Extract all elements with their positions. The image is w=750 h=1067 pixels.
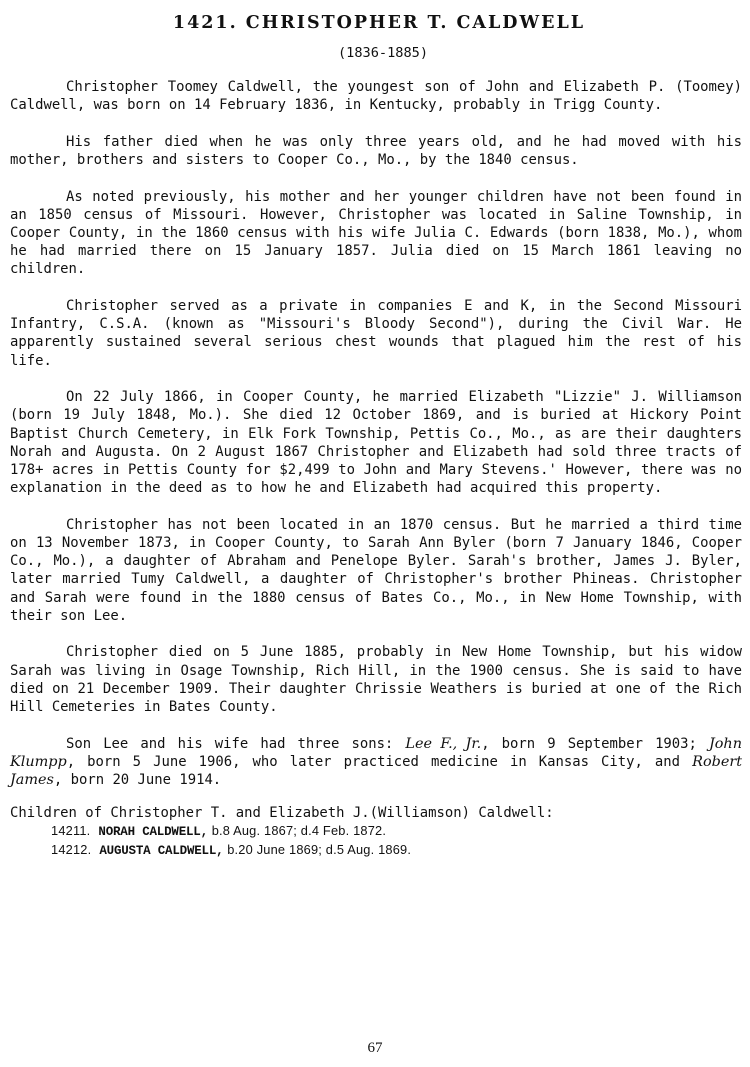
- paragraph-third-marriage: Christopher has not been located in an 1870 census. But he married a third time on 13 November 1873, in Cooper County, to Sarah Ann Byler (born 7 January 1846, Cooper Co., Mo.), a daughter of Abraham and Penelope Byler. Sarah's brother, James J. Byler, later married Tumy Caldwell, a daughter of Christopher's brother Phineas. Christopher and Sarah were found in the 1880 census of Bates Co., Mo., in New Home Township, with their son Lee.: [10, 516, 742, 624]
- paragraph-census-1860: As noted previously, his mother and her younger children have not been found in an 1850 census of Missouri. However, Christopher was located in Saline Township, in Cooper County, in the 1860 census with his wife Julia C. Edwards (born 1838, Mo.), whom he had married there on 15 January 1857. Julia died on 15 March 1861 leaving no children.: [10, 188, 742, 278]
- paragraph-civil-war: Christopher served as a private in companies E and K, in the Second Missouri Infantry, C.S.A. (known as "Missouri's Bloody Second"), during the Civil War. He apparently sustained several serious chest wounds that plagued him the rest of his life.: [10, 298, 742, 369]
- page-number: 67: [367, 1040, 383, 1056]
- sons-text-4: , born 20 June 1914.: [53, 772, 222, 789]
- paragraph-birth: Christopher Toomey Caldwell, the youngest son of John and Elizabeth P. (Toomey) Caldwell, was born on 14 February 1836, in Kentucky, probably in Trigg County.: [10, 79, 742, 114]
- sons-text-3: , born 5 June 1906, who later practiced medicine in Kansas City, and: [66, 753, 693, 770]
- page-title: 1421. CHRISTOPHER T. CALDWELL: [172, 13, 586, 33]
- child-number: 14212.: [51, 842, 92, 858]
- paragraph-sons: [10, 735, 742, 790]
- child-name: NORAH CALDWELL,: [98, 824, 208, 839]
- paragraph-father: His father died when he was only three years old, and he had moved with his mother, brothers and sisters to Cooper Co., Mo., by the 1840 census.: [10, 133, 742, 168]
- son-name-robert: Robert James: [10, 753, 742, 789]
- child-name: AUGUSTA CALDWELL,: [99, 844, 224, 859]
- paragraph-second-marriage: On 22 July 1866, in Cooper County, he married Elizabeth "Lizzie" J. Williamson (born 19 July 1848, Mo.). She died 12 October 1869, and is buried at Hickory Point Baptist Church Cemetery, in Elk Fork Township, Pettis Co., Mo., as are their daughters Norah and Augusta. On 2 August 1867 Christopher and Elizabeth had sold three tracts of 178+ acres in Pettis County for $2,499 to John and Mary Stevens.' However, there was no explanation in the deed as to how he and Elizabeth had acquired this property.: [10, 389, 742, 497]
- child-details: b.20 June 1869; d.5 Aug. 1869.: [227, 842, 412, 858]
- sons-text-1: Son Lee and his wife had three sons:: [66, 735, 406, 752]
- life-dates: (1836-1885): [337, 45, 429, 61]
- child-entry: [51, 822, 742, 842]
- children-heading: Children of Christopher T. and Elizabeth J.(Williamson) Caldwell:: [10, 804, 554, 821]
- son-name-john: John Klumpp: [10, 735, 742, 770]
- paragraph-death: Christopher died on 5 June 1885, probably in New Home Township, but his widow Sarah was living in Osage Township, Rich Hill, in the 1900 census. She is said to have died on 21 December 1909. Their daughter Chrissie Weathers is buried at one of the Rich Hill Cemeteries in Bates County.: [10, 644, 742, 716]
- sons-text-2: , born 9 September 1903;: [481, 735, 709, 752]
- son-name-lee: Lee F., Jr.: [405, 735, 482, 752]
- child-entry: [51, 841, 742, 861]
- document-page: [10, 12, 742, 861]
- child-number: 14211.: [51, 822, 91, 838]
- child-details: b.8 Aug. 1867; d.4 Feb. 1872.: [211, 822, 387, 838]
